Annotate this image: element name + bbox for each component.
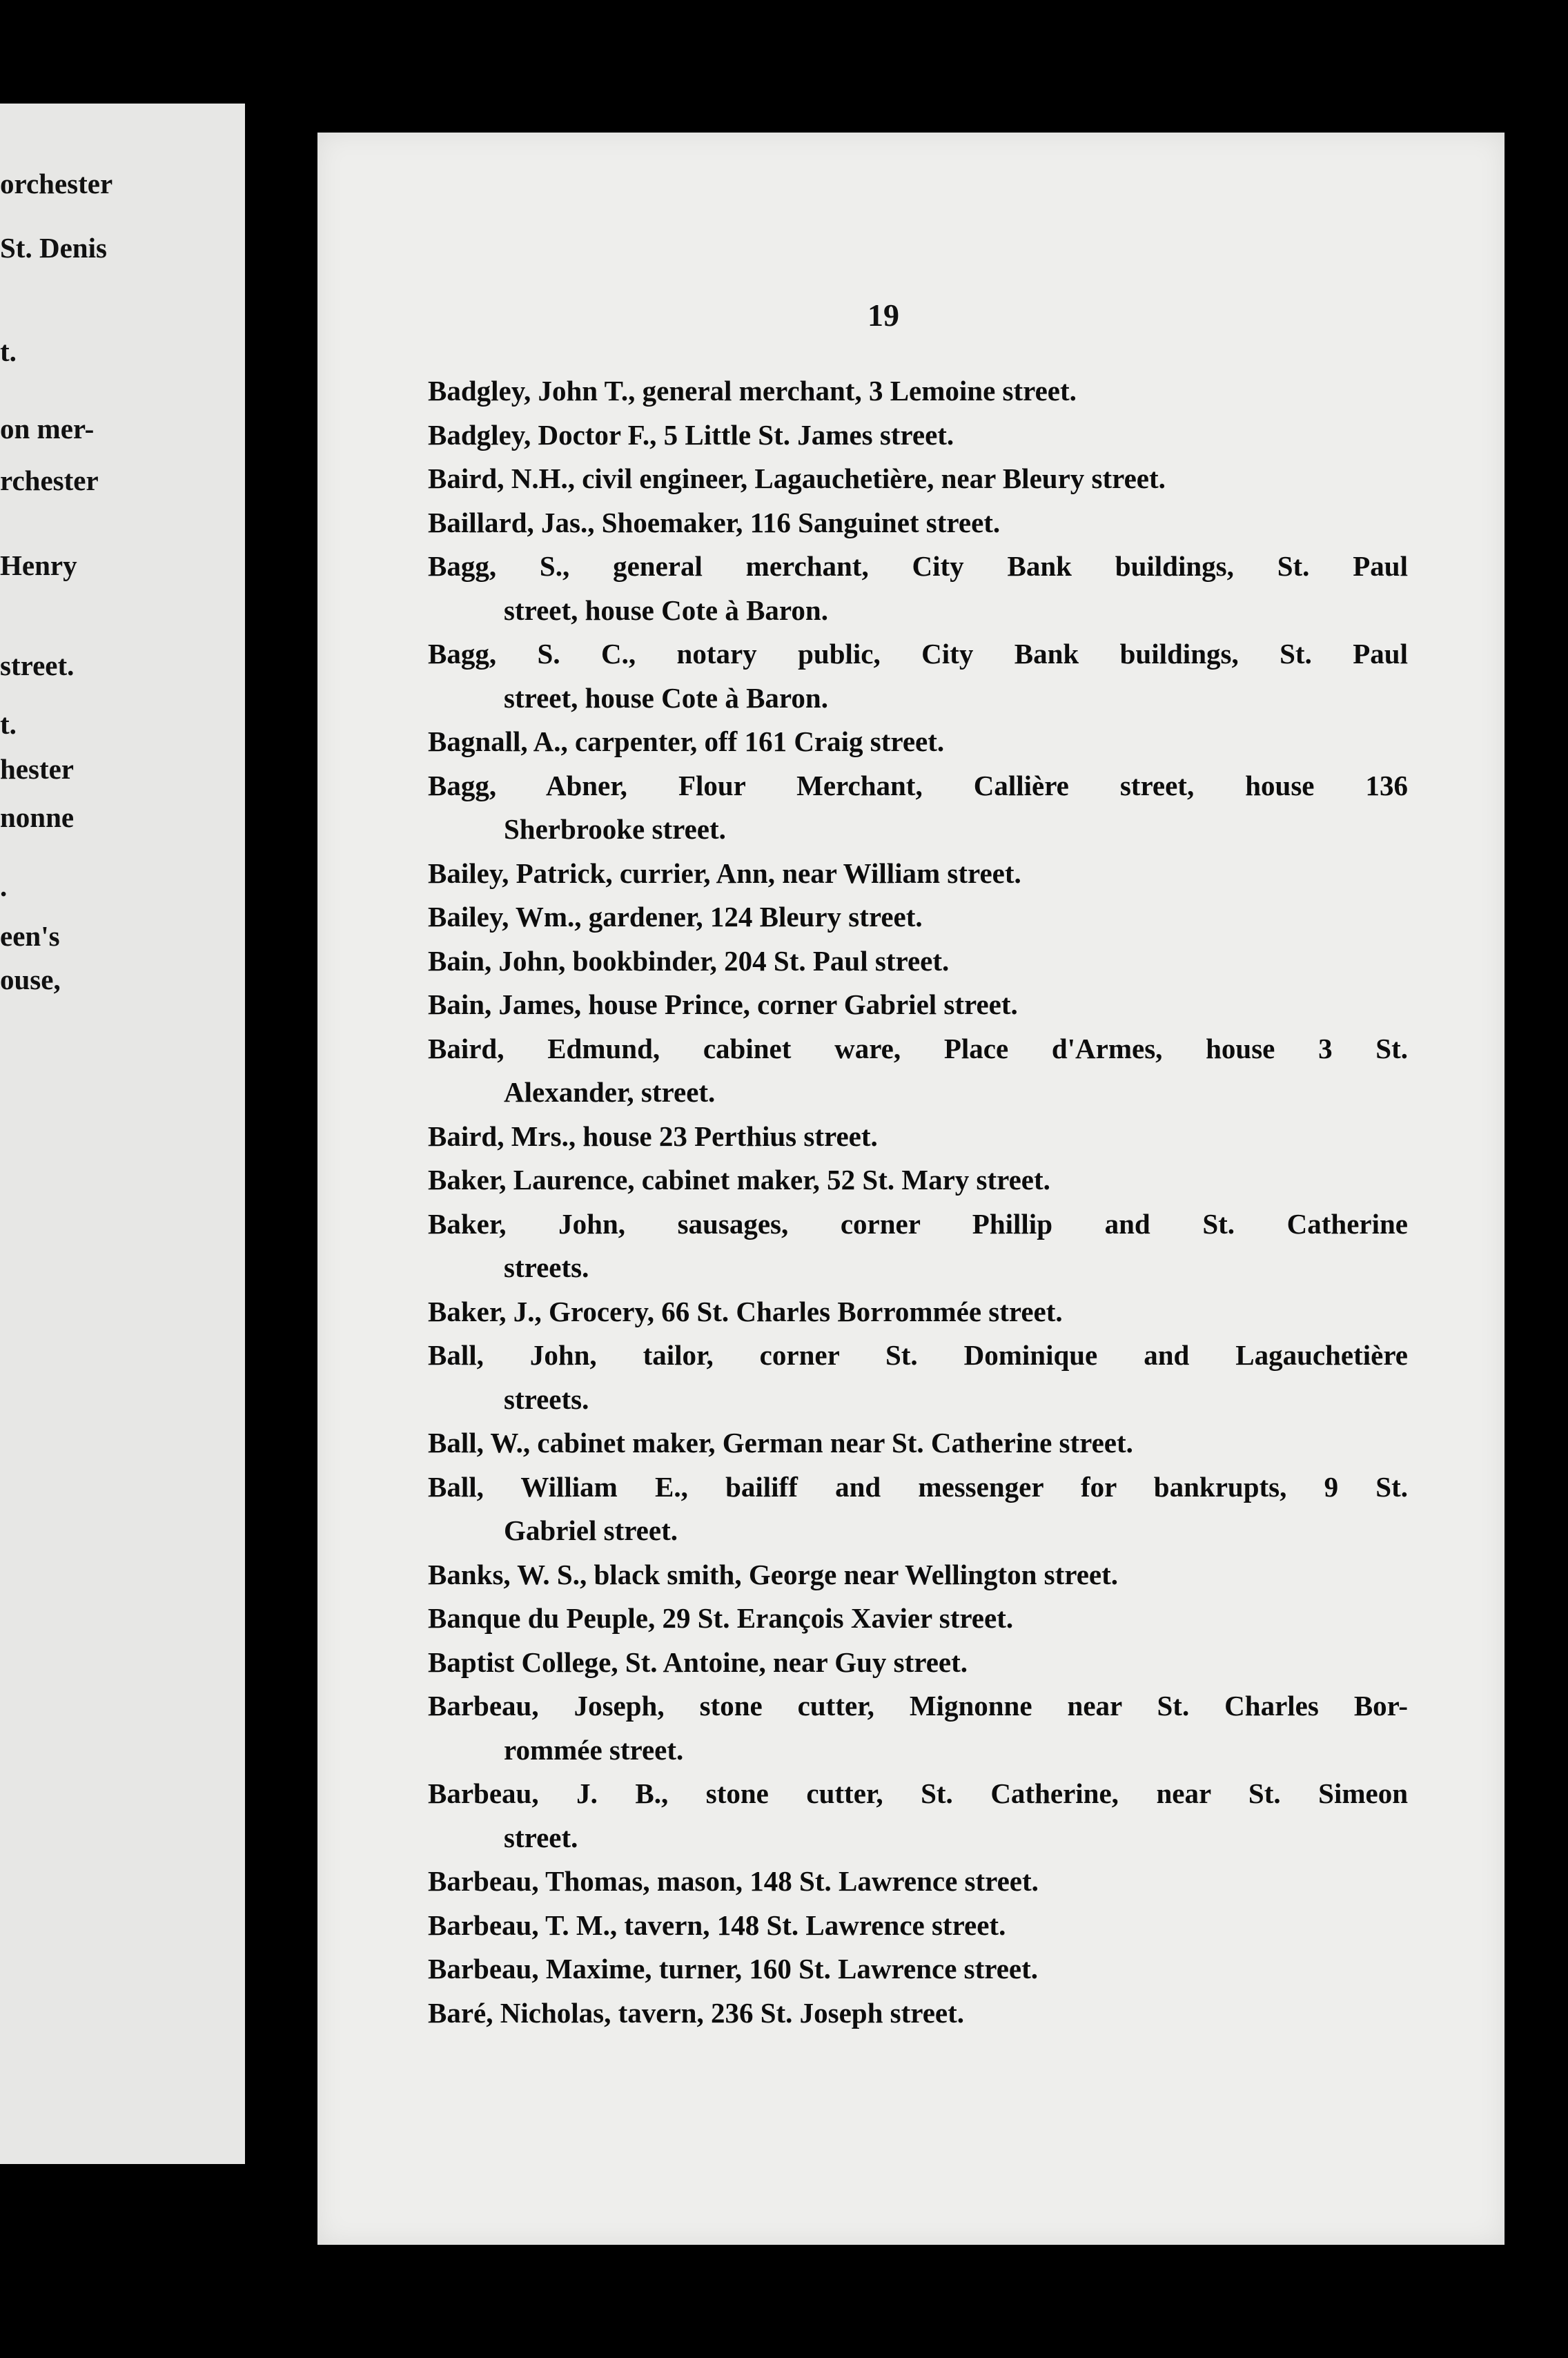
entry-line: Badgley, John T., general merchant, 3 Lemoine street.: [428, 375, 1077, 407]
left-page-text-fragment: rchester: [0, 465, 99, 496]
right-page: [317, 133, 1505, 2245]
left-page-fragment: [0, 104, 245, 2164]
directory-entry: [428, 1158, 1408, 1202]
entry-line: Baker, J., Grocery, 66 St. Charles Borrommée street.: [428, 1295, 1063, 1327]
directory-entry: [428, 1772, 1408, 1860]
directory-entry: [428, 1202, 1408, 1290]
entry-line: Baird, Edmund, cabinet ware, Place d'Armes, house 3 St.: [428, 1032, 1408, 1064]
directory-entry: [428, 1860, 1408, 1904]
entry-continuation-line: rommée street.: [504, 1733, 684, 1766]
left-page-text-fragment: street.: [0, 650, 75, 681]
left-page-text-fragment: een's: [0, 920, 60, 952]
directory-entry: [428, 895, 1408, 939]
directory-entry: [428, 1947, 1408, 1991]
entry-line: Barbeau, J. B., stone cutter, St. Catherine, near St. Simeon: [428, 1777, 1408, 1809]
entry-continuation-line: Alexander, street.: [504, 1076, 716, 1108]
entry-line: Baker, Laurence, cabinet maker, 52 St. Mary street.: [428, 1164, 1050, 1196]
directory-entry: [428, 1334, 1408, 1421]
entry-continuation-line: street.: [504, 1821, 578, 1853]
entry-continuation-line: street, house Cote à Baron.: [504, 594, 828, 626]
left-page-text-fragment: hester: [0, 753, 75, 785]
entry-line: Baird, N.H., civil engineer, Lagauchetière, near Bleury street.: [428, 462, 1166, 494]
left-page-text-fragment: ouse,: [0, 964, 61, 995]
entry-line: Baker, John, sausages, corner Phillip and St. Catherine: [428, 1207, 1408, 1240]
entry-line: Bailey, Patrick, currier, Ann, near William street.: [428, 857, 1021, 889]
entry-line: Bagg, S. C., notary public, City Bank buildings, St. Paul: [428, 638, 1408, 670]
entry-line: Banque du Peuple, 29 St. Erançois Xavier street.: [428, 1602, 1014, 1634]
entry-line: Baird, Mrs., house 23 Perthius street.: [428, 1120, 878, 1152]
directory-entry: [428, 764, 1408, 852]
directory-entry: [428, 1465, 1408, 1553]
directory-entry: [428, 632, 1408, 720]
entry-continuation-line: streets.: [504, 1251, 589, 1283]
directory-entry: [428, 1904, 1408, 1948]
entry-line: Bagg, S., general merchant, City Bank buildings, St. Paul: [428, 550, 1408, 582]
directory-entry: [428, 939, 1408, 984]
directory-entry: [428, 413, 1408, 458]
entry-line: Bain, John, bookbinder, 204 St. Paul street.: [428, 944, 950, 977]
entry-line: Badgley, Doctor F., 5 Little St. James street.: [428, 418, 954, 451]
entry-line: Ball, William E., bailiff and messenger for bankrupts, 9 St.: [428, 1470, 1408, 1503]
book-gutter: [245, 104, 317, 2164]
page-number: 19: [868, 298, 899, 333]
directory-entry: [428, 1641, 1408, 1685]
left-page-text-fragment: St. Denis: [0, 232, 107, 264]
entry-line: Barbeau, Maxime, turner, 160 St. Lawrence street.: [428, 1953, 1039, 1985]
directory-entry: [428, 1290, 1408, 1334]
directory-entry: [428, 852, 1408, 896]
left-page-text-fragment: Henry: [0, 549, 77, 581]
entry-line: Bagg, Abner, Flour Merchant, Callière street, house 136: [428, 769, 1408, 801]
directory-entry: [428, 1597, 1408, 1641]
entry-line: Baillard, Jas., Shoemaker, 116 Sanguinet street.: [428, 506, 1001, 538]
entry-line: Barbeau, Joseph, stone cutter, Mignonne near St. Charles Bor-: [428, 1690, 1408, 1722]
directory-entry: [428, 369, 1408, 413]
directory-entry: [428, 1115, 1408, 1159]
entry-line: Banks, W. S., black smith, George near Wellington street.: [428, 1558, 1119, 1590]
directory-entries: [428, 369, 1408, 2035]
entry-line: Baré, Nicholas, tavern, 236 St. Joseph street.: [428, 1996, 965, 2029]
directory-entry: [428, 720, 1408, 764]
entry-line: Barbeau, T. M., tavern, 148 St. Lawrence street.: [428, 1909, 1006, 1941]
entry-continuation-line: Sherbrooke street.: [504, 813, 726, 845]
entry-line: Baptist College, St. Antoine, near Guy street.: [428, 1646, 968, 1678]
entry-continuation-line: Gabriel street.: [504, 1514, 678, 1546]
left-page-text-fragment: orchester: [0, 168, 113, 199]
directory-entry: [428, 1421, 1408, 1465]
directory-entry: [428, 1684, 1408, 1772]
entry-line: Barbeau, Thomas, mason, 148 St. Lawrence street.: [428, 1865, 1039, 1897]
directory-entry: [428, 501, 1408, 545]
directory-entry: [428, 1553, 1408, 1597]
directory-entry: [428, 457, 1408, 501]
left-page-text-fragment: .: [0, 870, 8, 902]
entry-line: Bain, James, house Prince, corner Gabriel street.: [428, 988, 1018, 1020]
directory-entry: [428, 983, 1408, 1027]
directory-entry: [428, 545, 1408, 632]
left-page-text-fragment: t.: [0, 708, 17, 740]
entry-line: Ball, John, tailor, corner St. Dominique and Lagauchetière: [428, 1339, 1408, 1371]
entry-line: Ball, W., cabinet maker, German near St. Catherine street.: [428, 1427, 1133, 1459]
directory-entry: [428, 1027, 1408, 1115]
entry-line: Bailey, Wm., gardener, 124 Bleury street.: [428, 901, 923, 933]
directory-entry: [428, 1991, 1408, 2036]
entry-line: Bagnall, A., carpenter, off 161 Craig street.: [428, 725, 945, 757]
entry-continuation-line: streets.: [504, 1383, 589, 1415]
left-page-text-fragment: t.: [0, 335, 17, 367]
left-page-text-fragment: on mer-: [0, 413, 95, 445]
entry-continuation-line: street, house Cote à Baron.: [504, 681, 828, 714]
left-page-text-fragment: nonne: [0, 801, 75, 833]
